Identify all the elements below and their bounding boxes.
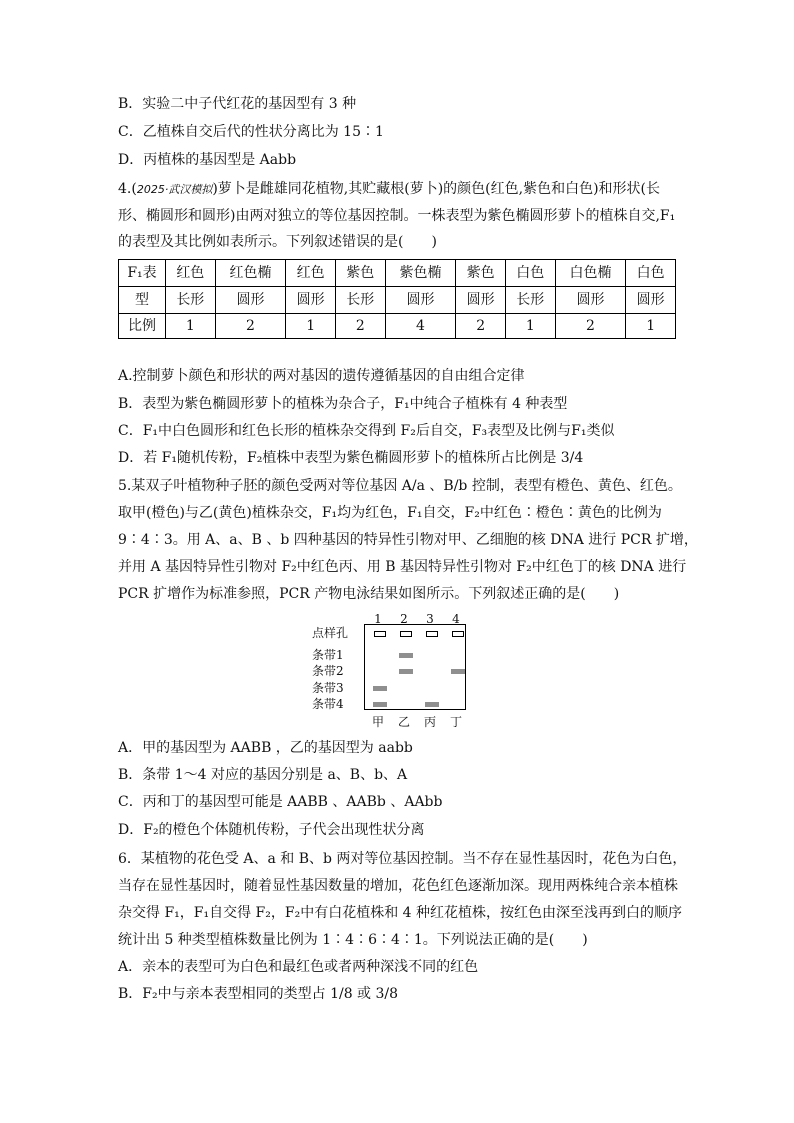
q4-option-a: A.控制萝卜颜色和形状的两对基因的遗传遵循基因的自由组合定律 xyxy=(118,368,525,384)
table-cell: 圆形 xyxy=(626,287,676,314)
gel-band xyxy=(399,653,413,658)
table-cell: 圆形 xyxy=(215,287,286,314)
electrophoresis-figure xyxy=(312,612,482,730)
q6-stem-line3: 杂交得 F₁，F₁自交得 F₂，F₂中有白花植株和 4 种红花植株，按红色由深至浅再到白的顺序 xyxy=(118,905,683,921)
table-cell: 白色 xyxy=(505,260,555,287)
q5-option-a: A．甲的基因型为 AABB ，乙的基因型为 aabb xyxy=(118,740,413,756)
sample-label: 甲 xyxy=(371,715,384,729)
gel-frame xyxy=(364,624,466,710)
sample-well xyxy=(452,631,464,637)
table-header-row2 xyxy=(119,287,676,314)
option-d-prev: D．丙植株的基因型是 Aabb xyxy=(118,152,297,168)
q6-stem-line1: 6．某植物的花色受 A、a 和 B、b 两对等位基因控制。当不存在显性基因时，花色为白色， xyxy=(118,851,687,867)
table-cell: 圆形 xyxy=(385,287,456,314)
q4-source-tag: 2025·武汉模拟 xyxy=(136,183,213,196)
q5-stem-line1: 5.某双子叶植物种子胚的颜色受两对等位基因 A/a 、B/b 控制，表型有橙色、黄色、红色。 xyxy=(118,478,682,494)
table-cell: 2 xyxy=(335,314,385,339)
q4-option-c: C．F₁中白色圆形和红色长形的植株杂交得到 F₂后自交，F₃表型及比例与F₁类似 xyxy=(118,423,615,439)
table-cell: 红色 xyxy=(286,260,336,287)
table-cell: 白色椭 xyxy=(555,260,626,287)
table-cell: 圆形 xyxy=(456,287,506,314)
q4-stem-line2: 形、椭圆形和圆形)由两对独立的等位基因控制。一株表型为紫色椭圆形萝卜的植株自交,F₁ xyxy=(118,208,676,224)
table-cell: 4 xyxy=(385,314,456,339)
q5-stem-line4: 并用 A 基因特异性引物对 F₂中红色丙、用 B 基因特异性引物对 F₂中红色丁的核 DNA 进行 xyxy=(118,559,687,575)
table-cell: 长形 xyxy=(505,287,555,314)
q6-stem-line4: 统计出 5 种类型植株数量比例为 1∶4∶6∶4∶1。下列说法正确的是( ) xyxy=(118,932,588,948)
sample-well xyxy=(400,631,412,637)
table-cell: 2 xyxy=(215,314,286,339)
q4-option-b: B．表型为紫色椭圆形萝卜的植株为杂合子，F₁中纯合子植株有 4 种表型 xyxy=(118,396,568,412)
sample-well xyxy=(374,631,386,637)
q5-option-c: C．丙和丁的基因型可能是 AABB 、AABb 、AAbb xyxy=(118,794,443,810)
table-cell: 红色椭 xyxy=(215,260,286,287)
q5-option-d: D．F₂的橙色个体随机传粉，子代会出现性状分离 xyxy=(118,822,425,838)
gel-band xyxy=(373,686,387,691)
table-cell: 长形 xyxy=(166,287,216,314)
table-cell: 比例 xyxy=(119,314,166,339)
table-cell: 1 xyxy=(286,314,336,339)
table-cell: 红色 xyxy=(166,260,216,287)
sample-label: 乙 xyxy=(397,715,410,729)
table-ratio-row xyxy=(119,314,676,339)
q5-option-b: B．条带 1～4 对应的基因分别是 a、B、b、A xyxy=(118,767,408,783)
table-cell: 1 xyxy=(166,314,216,339)
lane-number: 1 xyxy=(374,612,382,626)
table-cell: 型 xyxy=(119,287,166,314)
table-cell: 白色 xyxy=(626,260,676,287)
f1-phenotype-table xyxy=(118,259,676,339)
table-cell: 1 xyxy=(626,314,676,339)
table-header-row1 xyxy=(119,260,676,287)
gel-band xyxy=(451,669,465,674)
lane-number: 4 xyxy=(452,612,460,626)
table-cell: 紫色椭 xyxy=(385,260,456,287)
lane-number: 3 xyxy=(426,612,434,626)
lane-number: 2 xyxy=(400,612,408,626)
gel-row-label: 条带4 xyxy=(312,697,344,711)
q4-stem-text: )萝卜是雌雄同花植物,其贮藏根(萝卜)的颜色(红色,紫色和白色)和形状(长 xyxy=(212,181,660,197)
table-cell: 2 xyxy=(555,314,626,339)
q5-stem-line5: PCR 扩增作为标准参照，PCR 产物电泳结果如图所示。下列叙述正确的是( ) xyxy=(118,586,620,602)
q6-option-b: B．F₂中与亲本表型相同的类型占 1/8 或 3/8 xyxy=(118,986,399,1002)
sample-label: 丙 xyxy=(423,715,436,729)
q4-option-d: D．若 F₁随机传粉，F₂植株中表型为紫色椭圆形萝卜的植株所占比例是 3/4 xyxy=(118,450,584,466)
option-c-prev: C．乙植株自交后代的性状分离比为 15∶1 xyxy=(118,124,384,140)
table-cell: 紫色 xyxy=(335,260,385,287)
gel-band xyxy=(373,702,387,707)
gel-band xyxy=(399,669,413,674)
q4-stem-line3: 的表型及其比例如表所示。下列叙述错误的是( ) xyxy=(118,234,437,250)
sample-well xyxy=(426,631,438,637)
q5-stem-line2: 取甲(橙色)与乙(黄色)植株杂交，F₁均为红色，F₁自交，F₂中红色∶橙色∶黄色的比例为 xyxy=(118,505,662,521)
q6-stem-line2: 当存在显性基因时，随着显性基因数量的增加，花色红色逐渐加深。现用两株纯合亲本植株 xyxy=(118,878,678,894)
table-cell: 圆形 xyxy=(286,287,336,314)
option-b-prev: B．实验二中子代红花的基因型有 3 种 xyxy=(118,96,357,112)
table-cell: 圆形 xyxy=(555,287,626,314)
gel-row-label: 条带1 xyxy=(312,648,344,662)
table-cell: 2 xyxy=(456,314,506,339)
table-cell: 长形 xyxy=(335,287,385,314)
table-cell: 1 xyxy=(505,314,555,339)
table-cell: F₁表 xyxy=(119,260,166,287)
gel-row-label: 条带2 xyxy=(312,664,344,678)
q4-number: 4.( xyxy=(118,181,137,197)
q5-stem-line3: 9∶4∶3。用 A、a、B 、b 四种基因的特异性引物对甲、乙细胞的核 DNA 进行 PCR 扩增， xyxy=(118,532,698,548)
gel-row-label: 点样孔 xyxy=(312,626,349,640)
q6-option-a: A．亲本的表型可为白色和最红色或者两种深浅不同的红色 xyxy=(118,959,479,975)
sample-label: 丁 xyxy=(449,715,462,729)
q4-stem-line1 xyxy=(118,179,660,200)
gel-row-label: 条带3 xyxy=(312,681,344,695)
gel-band xyxy=(425,702,439,707)
table-cell: 紫色 xyxy=(456,260,506,287)
